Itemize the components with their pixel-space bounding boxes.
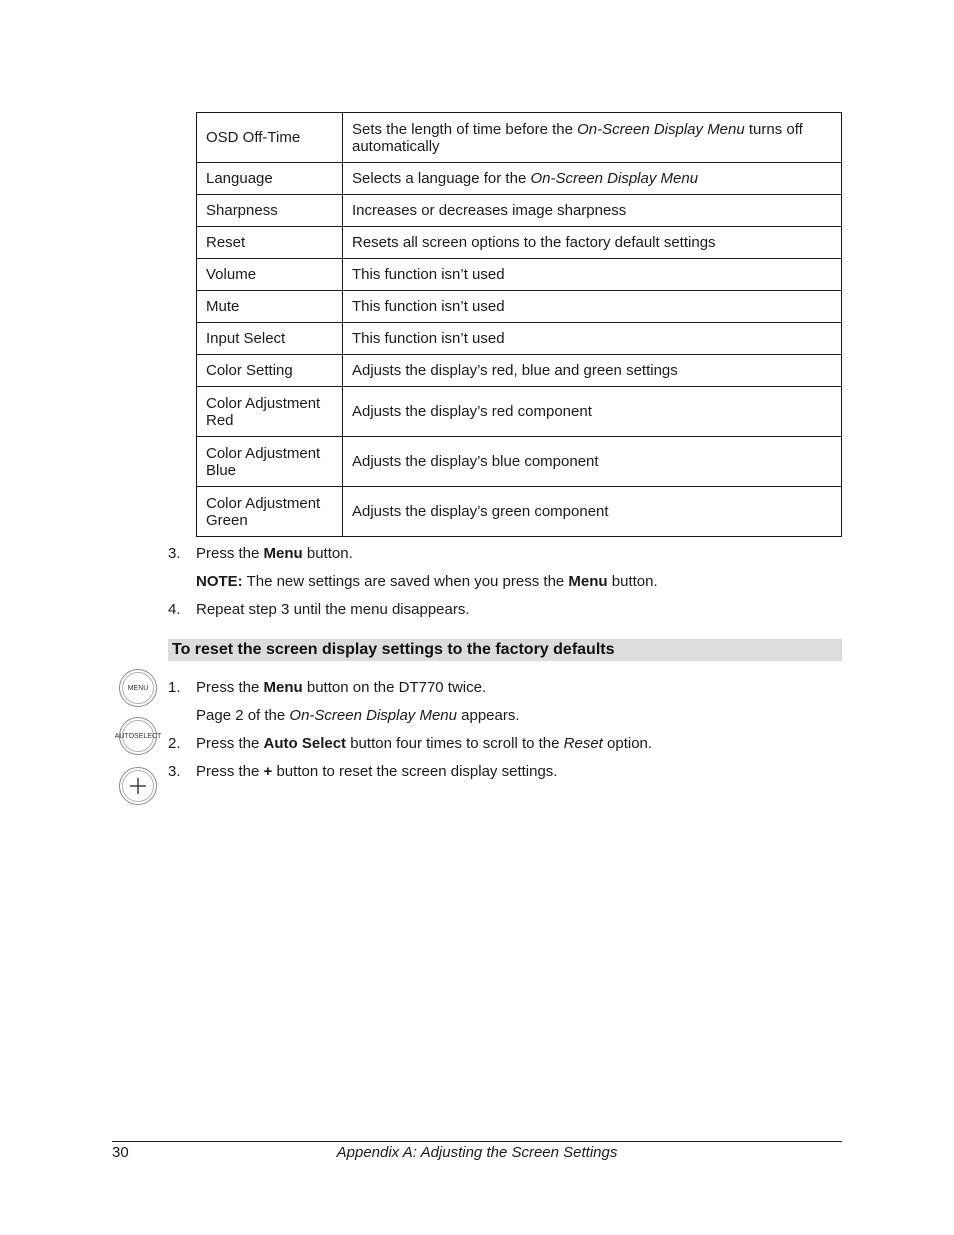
option-name: Mute [197,291,343,323]
page-number: 30 [112,1144,129,1161]
table-row [197,437,842,487]
option-name: OSD Off-Time [197,113,343,163]
option-description: Increases or decreases image sharpness [343,195,842,227]
footer-title: Appendix A: Adjusting the Screen Settings [336,1144,618,1161]
note: NOTE: The new settings are saved when you press the Menu button. [196,573,658,590]
option-description: This function isn’t used [343,259,842,291]
table-row [197,113,842,163]
table-row [197,291,842,323]
option-description: This function isn’t used [343,291,842,323]
option-name: Reset [197,227,343,259]
option-description: Adjusts the display’s blue component [343,437,842,487]
option-name: Color Adjustment Red [197,387,343,437]
option-description: Sets the length of time before the On-Screen Display Menu turns off automatically [343,113,842,163]
auto-select-button-icon: AUTO SELECT [119,717,157,755]
option-name: Volume [197,259,343,291]
footer-rule [112,1141,842,1142]
option-name: Language [197,163,343,195]
table-row [197,163,842,195]
option-name: Input Select [197,323,343,355]
option-description: Adjusts the display’s green component [343,487,842,537]
table-row [197,323,842,355]
menu-button-icon: MENU [119,669,157,707]
table-row [197,355,842,387]
option-description: Resets all screen options to the factory default settings [343,227,842,259]
plus-icon [128,776,148,796]
table-row [197,259,842,291]
table-row [197,227,842,259]
table-row [197,487,842,537]
option-description: Adjusts the display’s red component [343,387,842,437]
option-name: Sharpness [197,195,343,227]
option-name: Color Adjustment Green [197,487,343,537]
option-description: Selects a language for the On-Screen Display Menu [343,163,842,195]
table-row [197,195,842,227]
settings-table [196,112,842,537]
option-description: This function isn’t used [343,323,842,355]
plus-button-icon [119,767,157,805]
section-heading: To reset the screen display settings to the factory defaults [168,639,842,661]
reset-step-1-result: Page 2 of the On-Screen Display Menu appears. [196,707,520,724]
option-name: Color Adjustment Blue [197,437,343,487]
option-name: Color Setting [197,355,343,387]
table-row [197,387,842,437]
option-description: Adjusts the display’s red, blue and green settings [343,355,842,387]
